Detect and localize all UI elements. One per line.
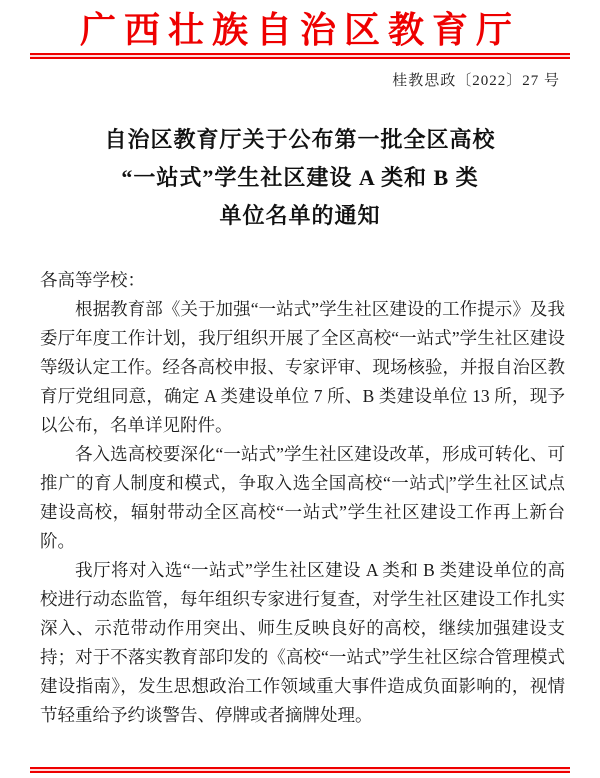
doc-number: 桂教思政〔2022〕27 号 xyxy=(392,73,560,89)
header-rule xyxy=(30,53,570,59)
body-paragraph-1: 根据教育部《关于加强“一站式”学生社区建设的工作提示》及我委厅年度工作计划，我厅组织开展了全区高校“一站式”学生社区建设等级认定工作。经各高校申报、专家评审、现场核验，并报自治区教育厅党组同意，确定 A 类建设单位 7 所、B 类建设单位 13 所，现予以公布，名单详见附件。 xyxy=(40,299,565,435)
body-paragraph-2: 各入选高校要深化“一站式”学生社区建设改革，形成可转化、可推广的育人制度和模式，争取入选全国高校“一站式|”学生社区试点建设高校，辐射带动全区高校“一站式”学生社区建设工作再上新台阶。 xyxy=(40,444,565,551)
agency-header: 广西壮族自治区教育厅 xyxy=(79,10,520,50)
salutation: 各高等学校： xyxy=(40,270,145,290)
doc-title xyxy=(0,121,600,235)
doc-title-line-2: “一站式”学生社区建设 A 类和 B 类 xyxy=(121,165,479,190)
body-paragraph-3: 我厅将对入选“一站式”学生社区建设 A 类和 B 类建设单位的高校进行动态监管，每年组织专家进行复查，对学生社区建设工作扎实深入、示范带动作用突出、师生反映良好的高校，继续加强建设支持；对于不落实教育部印发的《高校“一站式”学生社区综合管理模式建设指南》，发生思想政治工作领域重大事件造成负面影响的，视情节轻重给予约谈警告、停牌或者摘牌处理。 xyxy=(40,560,565,725)
document-body xyxy=(40,266,565,730)
footer-rule xyxy=(30,767,570,773)
doc-title-line-3: 单位名单的通知 xyxy=(219,203,381,228)
doc-title-line-1: 自治区教育厅关于公布第一批全区高校 xyxy=(104,127,496,152)
